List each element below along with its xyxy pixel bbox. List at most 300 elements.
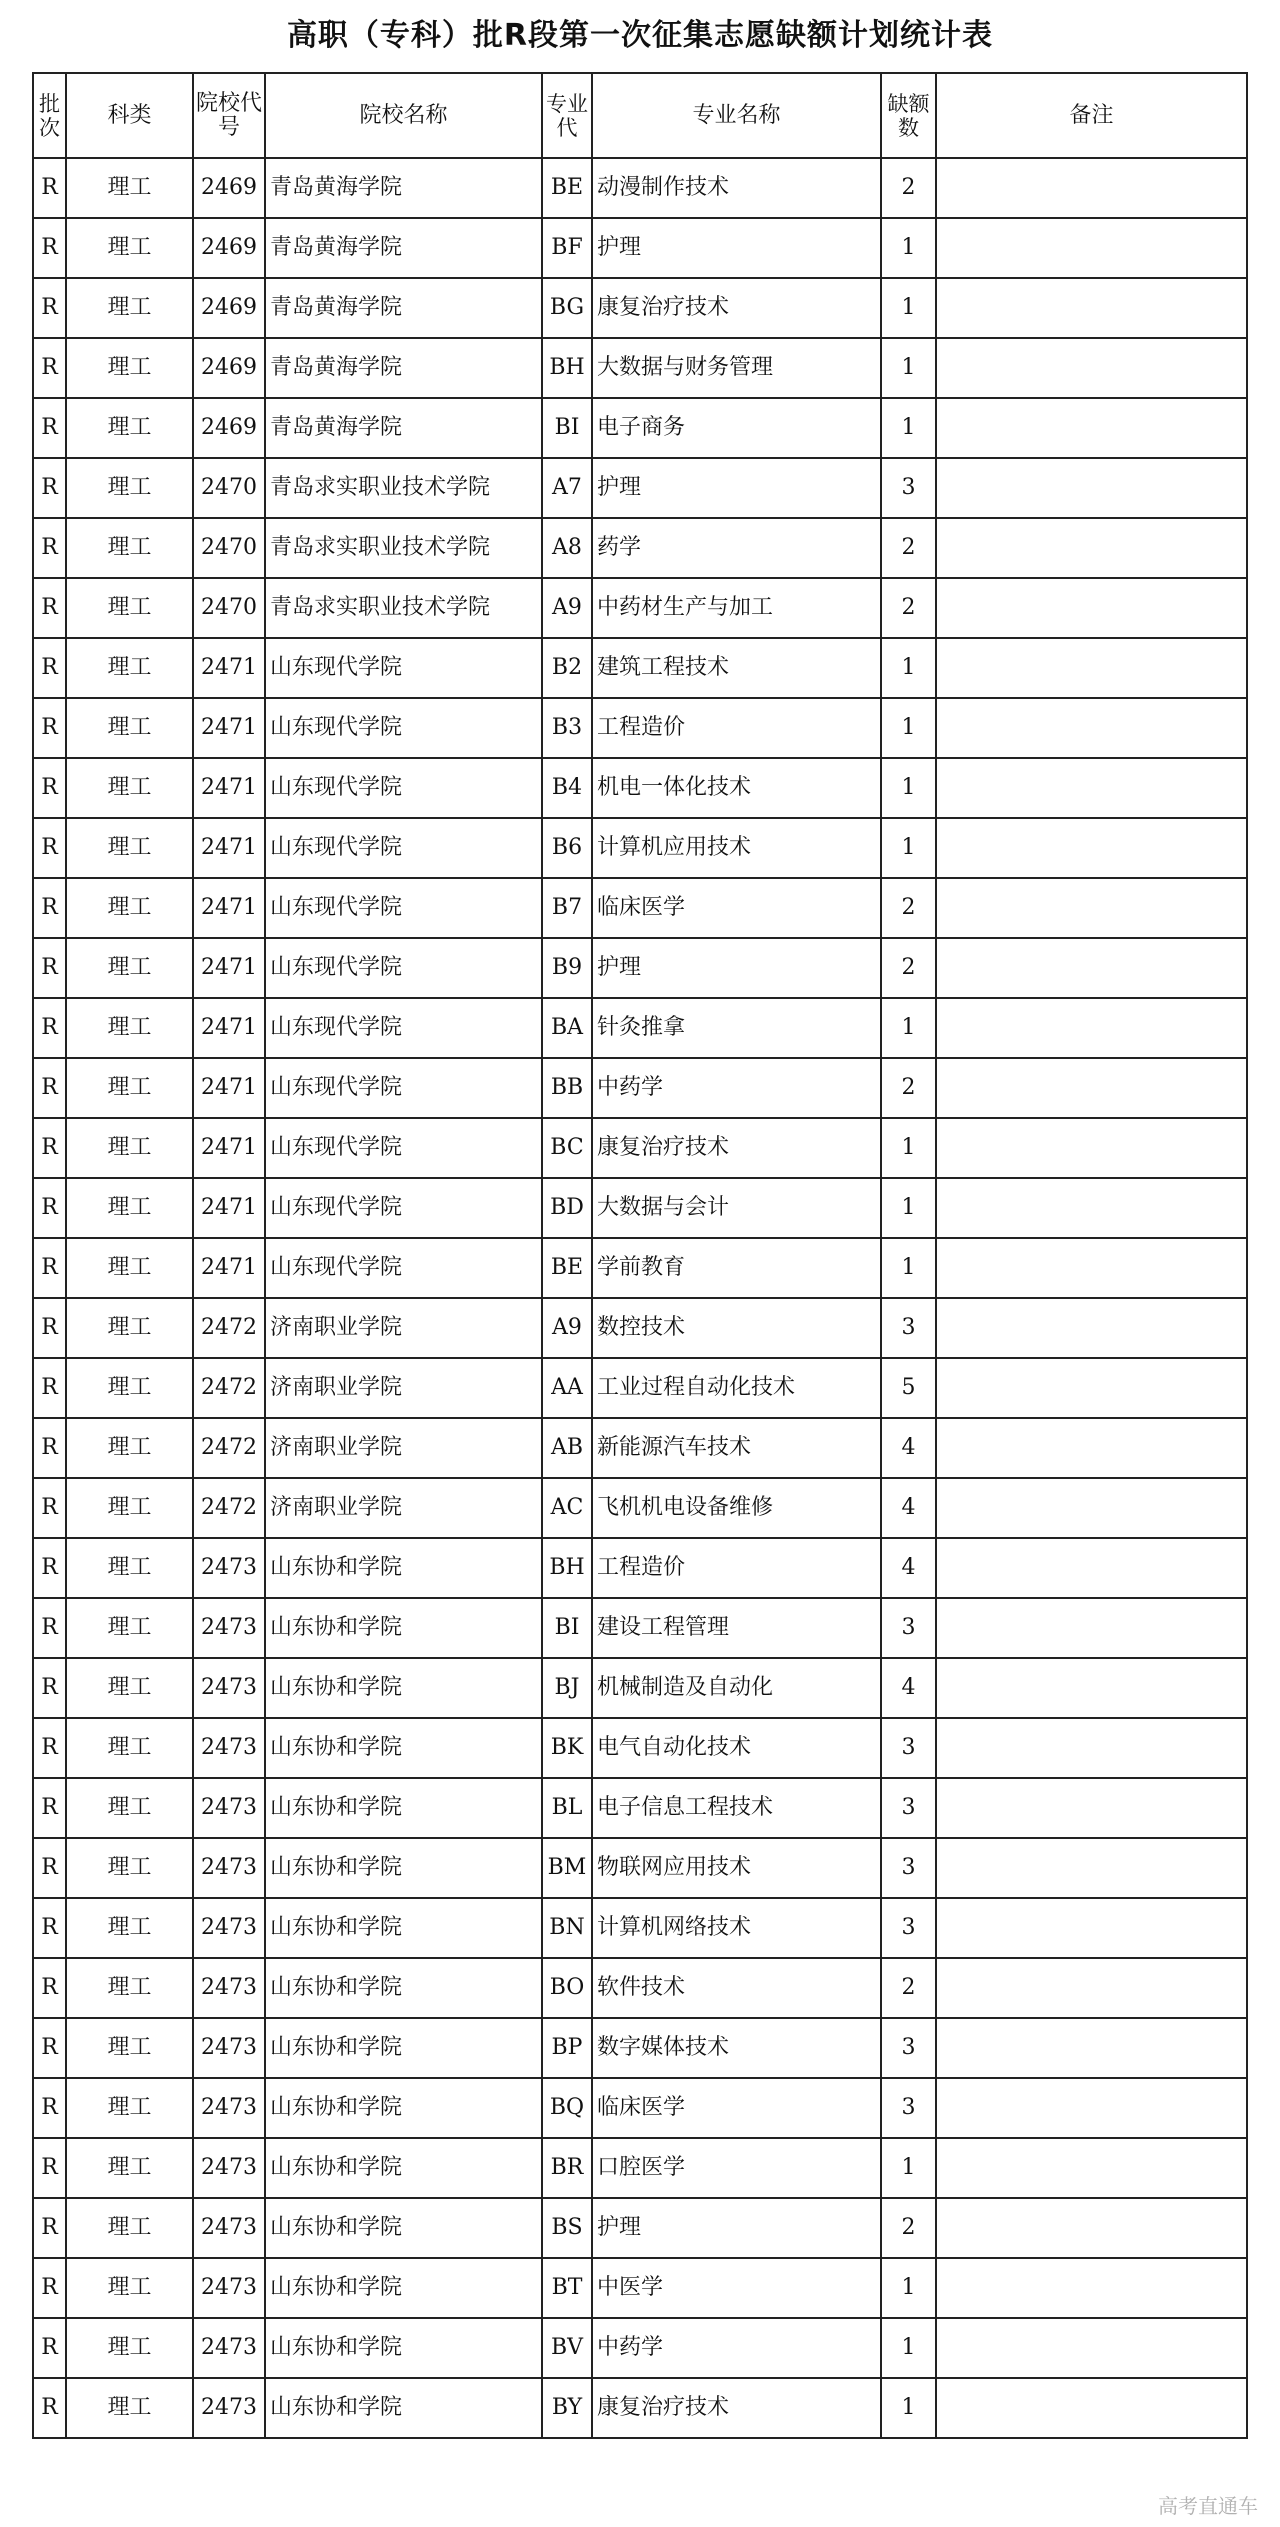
cell-major-name: 康复治疗技术	[592, 2378, 881, 2438]
cell-note	[936, 1898, 1247, 1958]
cell-school-name: 山东现代学院	[265, 758, 542, 818]
table-row	[33, 818, 1247, 878]
cell-school-name: 山东协和学院	[265, 1718, 542, 1778]
cell-shortage: 1	[881, 1178, 936, 1238]
cell-major-name: 计算机网络技术	[592, 1898, 881, 1958]
cell-major-name: 机电一体化技术	[592, 758, 881, 818]
cell-batch: R	[33, 1838, 66, 1898]
cell-batch: R	[33, 398, 66, 458]
cell-major-name: 动漫制作技术	[592, 158, 881, 218]
cell-major-code: BA	[542, 998, 592, 1058]
cell-category: 理工	[66, 878, 193, 938]
cell-school-code: 2473	[193, 1598, 265, 1658]
cell-note	[936, 398, 1247, 458]
cell-batch: R	[33, 158, 66, 218]
cell-note	[936, 998, 1247, 1058]
cell-batch: R	[33, 758, 66, 818]
cell-major-code: BR	[542, 2138, 592, 2198]
cell-shortage: 4	[881, 1418, 936, 1478]
cell-school-code: 2473	[193, 2198, 265, 2258]
cell-note	[936, 1238, 1247, 1298]
cell-major-name: 工程造价	[592, 698, 881, 758]
table-row	[33, 2258, 1247, 2318]
cell-batch: R	[33, 578, 66, 638]
cell-major-code: A9	[542, 578, 592, 638]
table-row	[33, 1418, 1247, 1478]
table-row	[33, 518, 1247, 578]
cell-major-name: 临床医学	[592, 2078, 881, 2138]
cell-school-code: 2471	[193, 938, 265, 998]
cell-category: 理工	[66, 2378, 193, 2438]
cell-school-code: 2470	[193, 458, 265, 518]
cell-school-name: 济南职业学院	[265, 1358, 542, 1418]
cell-category: 理工	[66, 578, 193, 638]
cell-school-code: 2473	[193, 2078, 265, 2138]
cell-major-code: AC	[542, 1478, 592, 1538]
cell-category: 理工	[66, 1358, 193, 1418]
cell-batch: R	[33, 1718, 66, 1778]
cell-shortage: 3	[881, 2018, 936, 2078]
cell-school-name: 青岛求实职业技术学院	[265, 458, 542, 518]
table-row	[33, 1478, 1247, 1538]
header-school-code: 院校代号	[193, 73, 265, 158]
cell-major-name: 中药学	[592, 1058, 881, 1118]
cell-batch: R	[33, 638, 66, 698]
table-row	[33, 2018, 1247, 2078]
cell-major-code: BO	[542, 1958, 592, 2018]
cell-school-code: 2471	[193, 638, 265, 698]
cell-school-name: 山东协和学院	[265, 2078, 542, 2138]
cell-school-name: 青岛黄海学院	[265, 218, 542, 278]
cell-shortage: 2	[881, 1058, 936, 1118]
cell-batch: R	[33, 2078, 66, 2138]
cell-note	[936, 1598, 1247, 1658]
cell-major-code: BQ	[542, 2078, 592, 2138]
cell-batch: R	[33, 1778, 66, 1838]
page-title: 高职（专科）批R段第一次征集志愿缺额计划统计表	[286, 18, 994, 53]
cell-note	[936, 638, 1247, 698]
cell-school-code: 2471	[193, 1118, 265, 1178]
cell-shortage: 4	[881, 1478, 936, 1538]
cell-major-name: 针灸推拿	[592, 998, 881, 1058]
cell-major-code: BJ	[542, 1658, 592, 1718]
cell-shortage: 1	[881, 2378, 936, 2438]
cell-batch: R	[33, 1598, 66, 1658]
cell-major-name: 计算机应用技术	[592, 818, 881, 878]
cell-category: 理工	[66, 1058, 193, 1118]
cell-school-name: 山东协和学院	[265, 1538, 542, 1598]
cell-category: 理工	[66, 398, 193, 458]
cell-major-code: A7	[542, 458, 592, 518]
cell-major-name: 口腔医学	[592, 2138, 881, 2198]
cell-major-code: BH	[542, 338, 592, 398]
cell-batch: R	[33, 518, 66, 578]
cell-major-code: BP	[542, 2018, 592, 2078]
cell-category: 理工	[66, 938, 193, 998]
cell-school-name: 山东协和学院	[265, 2258, 542, 2318]
table-row	[33, 698, 1247, 758]
cell-note	[936, 2138, 1247, 2198]
cell-school-code: 2469	[193, 338, 265, 398]
cell-shortage: 3	[881, 1898, 936, 1958]
cell-batch: R	[33, 218, 66, 278]
cell-note	[936, 1958, 1247, 2018]
cell-major-code: BS	[542, 2198, 592, 2258]
cell-school-name: 山东协和学院	[265, 2138, 542, 2198]
header-note: 备注	[936, 73, 1247, 158]
cell-note	[936, 1778, 1247, 1838]
cell-shortage: 2	[881, 2198, 936, 2258]
cell-shortage: 1	[881, 2318, 936, 2378]
cell-note	[936, 938, 1247, 998]
table-row	[33, 2378, 1247, 2438]
table-row	[33, 158, 1247, 218]
cell-major-code: B3	[542, 698, 592, 758]
cell-school-name: 济南职业学院	[265, 1418, 542, 1478]
cell-category: 理工	[66, 518, 193, 578]
cell-note	[936, 1178, 1247, 1238]
cell-school-name: 山东现代学院	[265, 998, 542, 1058]
cell-major-name: 机械制造及自动化	[592, 1658, 881, 1718]
cell-major-code: BI	[542, 398, 592, 458]
cell-note	[936, 2378, 1247, 2438]
cell-major-name: 软件技术	[592, 1958, 881, 2018]
cell-note	[936, 2078, 1247, 2138]
cell-note	[936, 1838, 1247, 1898]
cell-school-code: 2470	[193, 578, 265, 638]
cell-major-name: 电子信息工程技术	[592, 1778, 881, 1838]
table-row	[33, 1358, 1247, 1418]
cell-school-code: 2471	[193, 698, 265, 758]
cell-shortage: 1	[881, 278, 936, 338]
header-shortage: 缺额数	[881, 73, 936, 158]
cell-batch: R	[33, 458, 66, 518]
cell-shortage: 1	[881, 998, 936, 1058]
cell-major-code: BE	[542, 158, 592, 218]
table-row	[33, 1838, 1247, 1898]
cell-major-name: 康复治疗技术	[592, 278, 881, 338]
cell-batch: R	[33, 1238, 66, 1298]
cell-major-code: BF	[542, 218, 592, 278]
cell-school-code: 2471	[193, 1058, 265, 1118]
cell-note	[936, 758, 1247, 818]
cell-shortage: 2	[881, 158, 936, 218]
cell-school-name: 山东现代学院	[265, 878, 542, 938]
cell-shortage: 1	[881, 1238, 936, 1298]
cell-category: 理工	[66, 1838, 193, 1898]
cell-major-code: BD	[542, 1178, 592, 1238]
cell-batch: R	[33, 2318, 66, 2378]
cell-note	[936, 698, 1247, 758]
cell-school-code: 2473	[193, 1718, 265, 1778]
cell-school-code: 2472	[193, 1358, 265, 1418]
cell-major-code: B9	[542, 938, 592, 998]
cell-school-name: 济南职业学院	[265, 1298, 542, 1358]
cell-category: 理工	[66, 2318, 193, 2378]
cell-batch: R	[33, 938, 66, 998]
cell-school-code: 2471	[193, 878, 265, 938]
cell-shortage: 2	[881, 938, 936, 998]
cell-school-code: 2472	[193, 1418, 265, 1478]
cell-major-name: 护理	[592, 2198, 881, 2258]
cell-note	[936, 578, 1247, 638]
cell-major-name: 中医学	[592, 2258, 881, 2318]
cell-shortage: 2	[881, 578, 936, 638]
cell-note	[936, 1358, 1247, 1418]
cell-batch: R	[33, 818, 66, 878]
cell-school-code: 2473	[193, 1898, 265, 1958]
cell-note	[936, 878, 1247, 938]
cell-shortage: 1	[881, 638, 936, 698]
table-row	[33, 1238, 1247, 1298]
cell-note	[936, 1478, 1247, 1538]
cell-major-name: 药学	[592, 518, 881, 578]
cell-major-code: BM	[542, 1838, 592, 1898]
cell-category: 理工	[66, 458, 193, 518]
cell-major-name: 建设工程管理	[592, 1598, 881, 1658]
cell-school-code: 2471	[193, 818, 265, 878]
cell-batch: R	[33, 1118, 66, 1178]
table-row	[33, 1538, 1247, 1598]
cell-category: 理工	[66, 278, 193, 338]
cell-school-name: 青岛黄海学院	[265, 158, 542, 218]
cell-school-name: 山东协和学院	[265, 2378, 542, 2438]
cell-major-code: BT	[542, 2258, 592, 2318]
cell-school-name: 山东现代学院	[265, 1238, 542, 1298]
cell-shortage: 1	[881, 1118, 936, 1178]
cell-major-name: 飞机机电设备维修	[592, 1478, 881, 1538]
cell-category: 理工	[66, 1598, 193, 1658]
cell-school-name: 青岛黄海学院	[265, 338, 542, 398]
cell-major-code: BN	[542, 1898, 592, 1958]
cell-school-code: 2473	[193, 2258, 265, 2318]
cell-school-name: 山东协和学院	[265, 1898, 542, 1958]
cell-major-name: 电子商务	[592, 398, 881, 458]
cell-category: 理工	[66, 2258, 193, 2318]
cell-batch: R	[33, 698, 66, 758]
cell-batch: R	[33, 1898, 66, 1958]
table-row	[33, 758, 1247, 818]
cell-category: 理工	[66, 1478, 193, 1538]
cell-batch: R	[33, 1178, 66, 1238]
cell-note	[936, 458, 1247, 518]
cell-batch: R	[33, 2018, 66, 2078]
cell-major-code: BC	[542, 1118, 592, 1178]
cell-note	[936, 1418, 1247, 1478]
cell-shortage: 1	[881, 698, 936, 758]
cell-note	[936, 1058, 1247, 1118]
cell-batch: R	[33, 1658, 66, 1718]
cell-batch: R	[33, 1478, 66, 1538]
cell-category: 理工	[66, 1658, 193, 1718]
table-row	[33, 1058, 1247, 1118]
cell-batch: R	[33, 2198, 66, 2258]
header-school-name: 院校名称	[265, 73, 542, 158]
cell-major-name: 电气自动化技术	[592, 1718, 881, 1778]
header-major-name: 专业名称	[592, 73, 881, 158]
cell-school-name: 山东现代学院	[265, 638, 542, 698]
cell-shortage: 2	[881, 1958, 936, 2018]
cell-category: 理工	[66, 218, 193, 278]
cell-note	[936, 818, 1247, 878]
cell-major-name: 护理	[592, 938, 881, 998]
cell-category: 理工	[66, 1298, 193, 1358]
cell-major-code: BH	[542, 1538, 592, 1598]
cell-major-code: BL	[542, 1778, 592, 1838]
table-row	[33, 1298, 1247, 1358]
table-row	[33, 998, 1247, 1058]
cell-major-code: BE	[542, 1238, 592, 1298]
cell-shortage: 1	[881, 2258, 936, 2318]
cell-school-name: 青岛求实职业技术学院	[265, 578, 542, 638]
cell-shortage: 3	[881, 1598, 936, 1658]
cell-school-code: 2469	[193, 278, 265, 338]
cell-batch: R	[33, 1958, 66, 2018]
table-row	[33, 1778, 1247, 1838]
cell-shortage: 3	[881, 1838, 936, 1898]
cell-major-name: 护理	[592, 458, 881, 518]
cell-major-name: 大数据与财务管理	[592, 338, 881, 398]
cell-school-name: 山东现代学院	[265, 1118, 542, 1178]
cell-category: 理工	[66, 1958, 193, 2018]
cell-category: 理工	[66, 2078, 193, 2138]
cell-major-code: B7	[542, 878, 592, 938]
cell-school-code: 2472	[193, 1298, 265, 1358]
table-row	[33, 458, 1247, 518]
cell-shortage: 1	[881, 818, 936, 878]
cell-school-name: 山东现代学院	[265, 1178, 542, 1238]
cell-note	[936, 338, 1247, 398]
cell-note	[936, 1118, 1247, 1178]
cell-batch: R	[33, 278, 66, 338]
cell-shortage: 3	[881, 2078, 936, 2138]
table-row	[33, 1718, 1247, 1778]
cell-shortage: 3	[881, 1718, 936, 1778]
cell-major-name: 工业过程自动化技术	[592, 1358, 881, 1418]
cell-note	[936, 2258, 1247, 2318]
cell-major-name: 新能源汽车技术	[592, 1418, 881, 1478]
cell-note	[936, 1658, 1247, 1718]
cell-batch: R	[33, 2138, 66, 2198]
cell-batch: R	[33, 998, 66, 1058]
cell-note	[936, 518, 1247, 578]
cell-major-code: AB	[542, 1418, 592, 1478]
cell-major-name: 数字媒体技术	[592, 2018, 881, 2078]
table-row	[33, 878, 1247, 938]
cell-note	[936, 2018, 1247, 2078]
cell-school-name: 青岛黄海学院	[265, 278, 542, 338]
cell-school-code: 2471	[193, 1178, 265, 1238]
cell-note	[936, 2318, 1247, 2378]
cell-note	[936, 1718, 1247, 1778]
cell-shortage: 4	[881, 1658, 936, 1718]
cell-school-name: 山东协和学院	[265, 2198, 542, 2258]
cell-school-code: 2473	[193, 1538, 265, 1598]
cell-school-name: 山东现代学院	[265, 818, 542, 878]
cell-note	[936, 278, 1247, 338]
cell-major-code: BY	[542, 2378, 592, 2438]
cell-category: 理工	[66, 1178, 193, 1238]
cell-school-name: 济南职业学院	[265, 1478, 542, 1538]
cell-major-code: BG	[542, 278, 592, 338]
cell-school-code: 2471	[193, 758, 265, 818]
table-row	[33, 1658, 1247, 1718]
cell-school-name: 山东协和学院	[265, 2018, 542, 2078]
table-row	[33, 1118, 1247, 1178]
cell-category: 理工	[66, 1418, 193, 1478]
cell-major-name: 大数据与会计	[592, 1178, 881, 1238]
cell-major-name: 临床医学	[592, 878, 881, 938]
cell-shortage: 1	[881, 338, 936, 398]
cell-school-code: 2469	[193, 398, 265, 458]
cell-batch: R	[33, 1058, 66, 1118]
cell-batch: R	[33, 1298, 66, 1358]
cell-major-name: 建筑工程技术	[592, 638, 881, 698]
cell-school-name: 山东现代学院	[265, 938, 542, 998]
table-row	[33, 1898, 1247, 1958]
cell-batch: R	[33, 1358, 66, 1418]
cell-major-code: A8	[542, 518, 592, 578]
cell-shortage: 3	[881, 1298, 936, 1358]
cell-category: 理工	[66, 698, 193, 758]
table-row	[33, 2318, 1247, 2378]
table-row	[33, 1598, 1247, 1658]
cell-school-code: 2473	[193, 2378, 265, 2438]
cell-major-code: B6	[542, 818, 592, 878]
cell-school-code: 2473	[193, 1958, 265, 2018]
table-header-row	[33, 73, 1247, 158]
cell-major-name: 中药学	[592, 2318, 881, 2378]
table-row	[33, 2138, 1247, 2198]
cell-shortage: 5	[881, 1358, 936, 1418]
cell-category: 理工	[66, 758, 193, 818]
cell-major-name: 物联网应用技术	[592, 1838, 881, 1898]
cell-shortage: 1	[881, 398, 936, 458]
cell-shortage: 1	[881, 218, 936, 278]
table-row	[33, 578, 1247, 638]
cell-school-code: 2472	[193, 1478, 265, 1538]
shortage-plan-table	[32, 72, 1248, 2439]
cell-category: 理工	[66, 2138, 193, 2198]
cell-school-code: 2470	[193, 518, 265, 578]
cell-major-code: BI	[542, 1598, 592, 1658]
cell-shortage: 2	[881, 518, 936, 578]
cell-category: 理工	[66, 818, 193, 878]
watermark-text: 高考直通车	[1158, 2494, 1258, 2518]
cell-school-code: 2473	[193, 1778, 265, 1838]
cell-batch: R	[33, 2258, 66, 2318]
cell-major-code: BV	[542, 2318, 592, 2378]
table-row	[33, 2198, 1247, 2258]
cell-school-code: 2471	[193, 1238, 265, 1298]
cell-category: 理工	[66, 638, 193, 698]
table-row	[33, 938, 1247, 998]
cell-note	[936, 1298, 1247, 1358]
cell-school-code: 2469	[193, 158, 265, 218]
table-row	[33, 1958, 1247, 2018]
cell-category: 理工	[66, 998, 193, 1058]
cell-major-name: 工程造价	[592, 1538, 881, 1598]
cell-batch: R	[33, 1538, 66, 1598]
cell-category: 理工	[66, 338, 193, 398]
cell-category: 理工	[66, 1238, 193, 1298]
cell-category: 理工	[66, 1898, 193, 1958]
table-row	[33, 338, 1247, 398]
cell-category: 理工	[66, 1118, 193, 1178]
cell-shortage: 1	[881, 2138, 936, 2198]
cell-major-code: AA	[542, 1358, 592, 1418]
cell-school-name: 山东协和学院	[265, 2318, 542, 2378]
